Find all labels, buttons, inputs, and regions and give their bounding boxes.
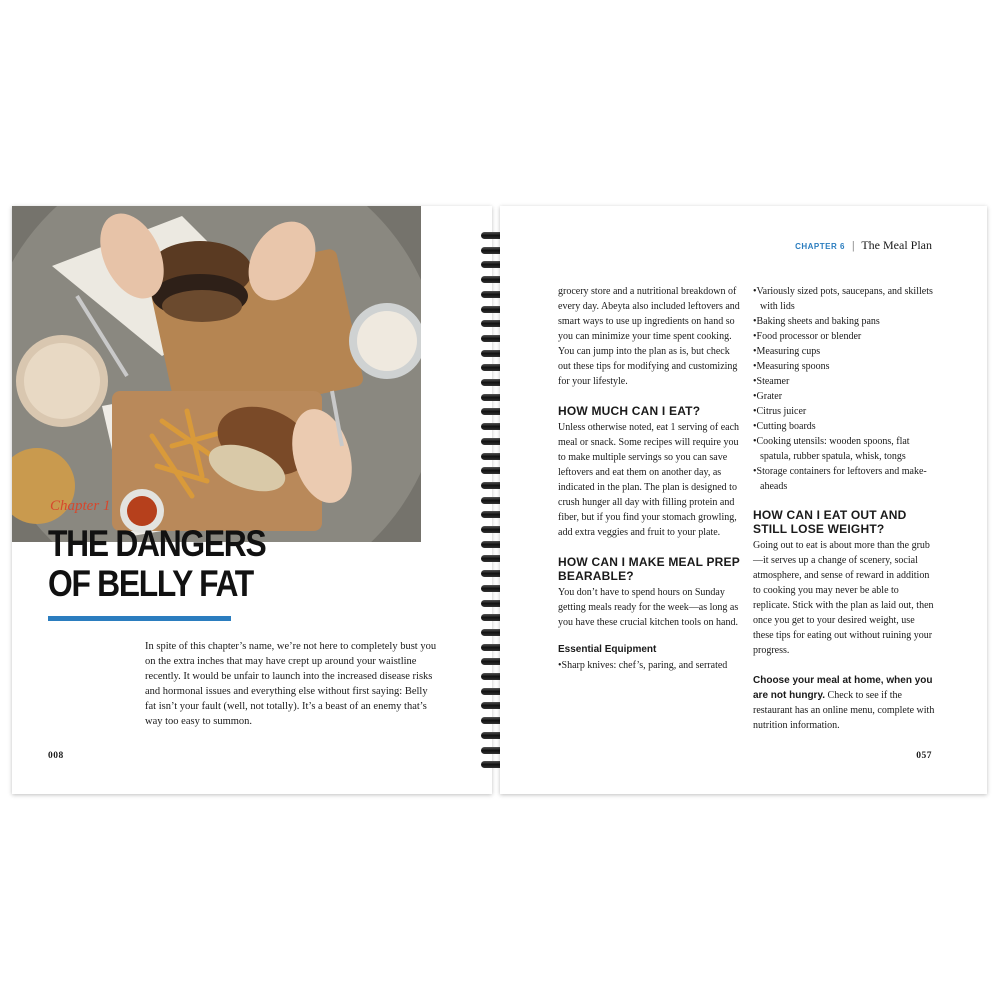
chapter-title [48,524,272,604]
list-item: • Variously sized pots, saucepans, and skillets with lids [753,284,937,314]
section-heading: HOW CAN I EAT OUT AND STILL LOSE WEIGHT? [753,508,907,536]
title-underline [48,616,231,621]
left-page [12,206,492,794]
subheading: Essential Equipment [558,644,657,655]
text-column-2 [753,284,937,733]
list-item: • Measuring cups [753,344,937,359]
list-item: • Baking sheets and baking pans [753,314,937,329]
section-heading: HOW CAN I MAKE MEAL PREP BEARABLE? [558,555,740,583]
tip-text: Check to see if the restaurant has an online menu, complete with nutrition information. [753,690,935,731]
section-heading: HOW MUCH CAN I EAT? [558,404,701,418]
paragraph: You don’t have to spend hours on Sunday getting meals ready for the week—as long as you have these crucial kitchen tools on hand. [558,587,739,628]
tip-paragraph [753,673,937,733]
paragraph: grocery store and a nutritional breakdown of every day. Abeyta also included leftovers and smart ways to use up ingredients on hand so you can minimize your time spent cooking. You can jump into the plan as is, but check out these tips for modifying and customizing for your lifestyle. [558,286,740,387]
running-head [795,238,932,253]
list-item: • Food processor or blender [753,329,937,344]
paragraph: Going out to eat is about more than the grub—it serves up a change of scenery, social atmosphere, and sense of reward in addition to cooking you may never be able to replicate. Stick with the plan as laid out, then once you get to your desired weight, use these tips for eating out without ruining your progress. [753,540,934,656]
list-item: • Cutting boards [753,419,937,434]
running-head-chapter: CHAPTER 6 [795,242,845,251]
list-item: • Grater [753,389,937,404]
list-item: • Steamer [753,374,937,389]
list-item: • Citrus juicer [753,404,937,419]
right-page [500,206,987,794]
list-item: • Cooking utensils: wooden spoons, flat spatula, rubber spatula, whisk, tongs [753,434,937,464]
chapter-title-line-2: OF BELLY FAT [48,563,253,604]
chapter-label: Chapter 1 [50,498,111,514]
equipment-list [558,658,742,673]
equipment-list-continued [753,284,937,494]
text-column-1 [558,284,742,673]
list-item: • Sharp knives: chef’s, paring, and serrated [558,658,742,673]
chapter-title-line-1: THE DANGERS [48,523,266,564]
list-item: • Storage containers for leftovers and make-aheads [753,464,937,494]
running-head-divider: | [851,238,855,252]
intro-paragraph: In spite of this chapter’s name, we’re not here to completely bust you on the extra inches that may have crept up around your waistline recently. It would be unfair to launch into the increased disease risks and hormonal issues and everything else without first saying: Belly fat isn’t your fault (well, not totally). It’s a beast of an enemy that’s way too easy to summon. [145,641,437,727]
list-item: • Measuring spoons [753,359,937,374]
paragraph: Unless otherwise noted, eat 1 serving of each meal or snack. Some recipes will require you to make multiple servings so you can save leftovers and eat them on another day, as indicated in the plan. The plan is designed to crush hunger all day with filling protein and fiber, but if you find your stomach growling, add extra veggies and fruit to your plate. [558,422,740,538]
page-number-left: 008 [48,751,64,761]
tip-lead: Choose your meal at home, when you are not hungry. [753,675,933,701]
page-number-right: 057 [916,751,932,761]
burger-photo [12,206,421,542]
running-head-title: The Meal Plan [861,238,932,252]
